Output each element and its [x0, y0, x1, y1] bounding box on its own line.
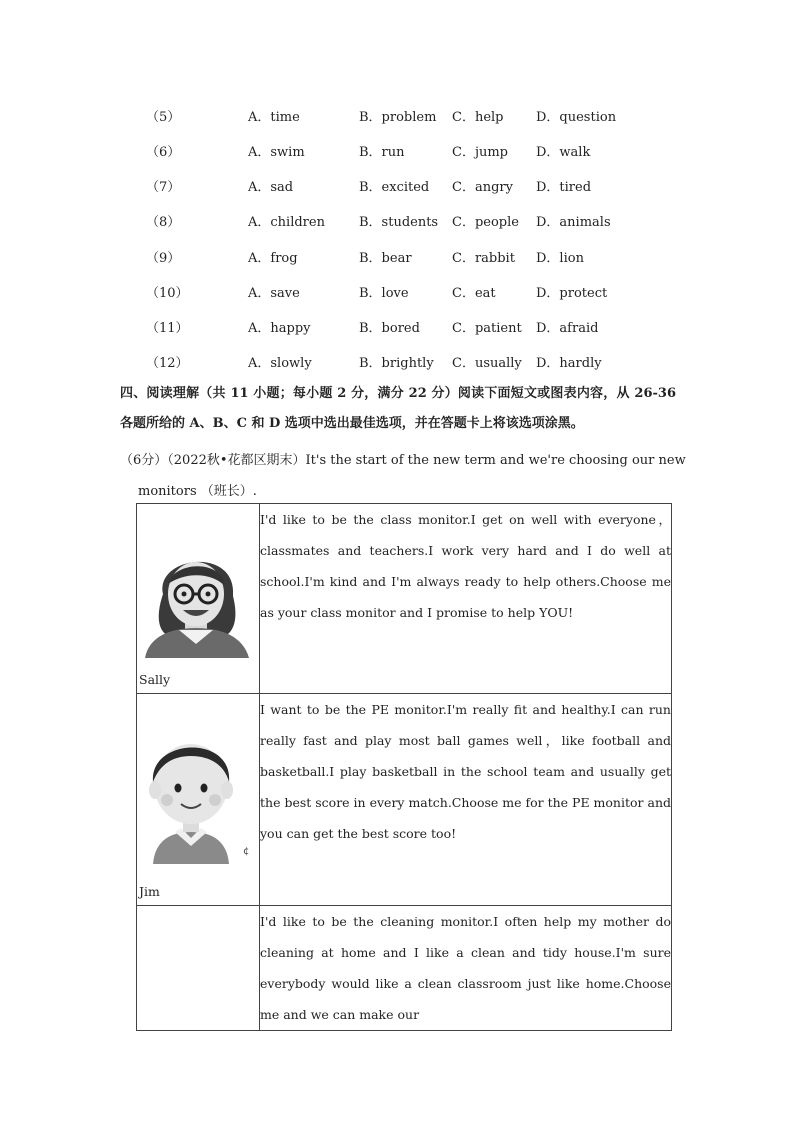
option-d: D．afraid	[536, 321, 599, 336]
portrait-cell	[137, 694, 260, 906]
option-b: B．excited	[359, 180, 430, 195]
monitor-speech: I'd like to be the class monitor.I get on well with everyone，classmates and teachers.I work very hard and I do well at school.I'm kind and I'm always ready to help others.Choose me as your class monitor and I promise to help YOU!	[260, 504, 672, 694]
option-a: A．slowly	[248, 356, 312, 371]
option-c: C．rabbit	[452, 251, 515, 266]
option-a: A．save	[248, 286, 300, 301]
option-d: D．animals	[536, 215, 611, 230]
portrait-cell	[137, 906, 260, 1031]
question-number: （8）	[146, 215, 181, 230]
student-name: Sally	[139, 672, 171, 687]
option-b: B．bear	[359, 251, 412, 266]
option-a: A．children	[248, 215, 325, 230]
table-row	[137, 906, 672, 1031]
student-name: Jim	[139, 884, 160, 899]
option-row	[0, 352, 794, 372]
option-b: B．bored	[359, 321, 420, 336]
option-row	[0, 247, 794, 267]
option-d: D．question	[536, 110, 617, 125]
option-b: B．love	[359, 286, 409, 301]
option-a: A．time	[248, 110, 300, 125]
monitor-speech: I'd like to be the cleaning monitor.I often help my mother do cleaning at home and I like a clean and tidy house.I'm sure everybody would like a clean classroom just like home.Choose me and we can make our	[260, 906, 672, 1031]
option-d: D．tired	[536, 180, 592, 195]
option-b: B．problem	[359, 110, 437, 125]
option-row	[0, 282, 794, 302]
portrait-cell	[137, 504, 260, 694]
option-d: D．walk	[536, 145, 591, 160]
table-row	[137, 504, 672, 694]
question-number: （6）	[146, 145, 181, 160]
option-c: C．usually	[452, 356, 522, 371]
option-d: D．lion	[536, 251, 584, 266]
intro-line-2: monitors （班长）.	[138, 484, 257, 499]
option-d: D．protect	[536, 286, 608, 301]
option-a: A．happy	[248, 321, 311, 336]
option-c: C．help	[452, 110, 504, 125]
section-heading: 四、阅读理解（共 11 小题；每小题 2 分，满分 22 分）阅读下面短文或图表内容，从 26-36 各题所给的 A、B、C 和 D 选项中选出最佳选项，并在答题卡上将该选项涂黑。	[120, 386, 676, 431]
option-row	[0, 317, 794, 337]
option-a: A．frog	[248, 251, 298, 266]
girl-avatar-icon	[141, 536, 253, 658]
option-b: B．run	[359, 145, 405, 160]
option-row	[0, 106, 794, 126]
intro-line-1: （6分）（2022秋•花都区期末）It's the start of the new term and we're choosing our new	[120, 453, 686, 468]
question-number: （11）	[146, 321, 189, 336]
option-a: A．swim	[248, 145, 305, 160]
boy-avatar-icon	[141, 732, 251, 864]
option-c: C．jump	[452, 145, 508, 160]
option-row	[0, 141, 794, 161]
question-number: （12）	[146, 356, 189, 371]
option-row	[0, 176, 794, 196]
table-row	[137, 694, 672, 906]
option-d: D．hardly	[536, 356, 602, 371]
monitor-speech: I want to be the PE monitor.I'm really fit and healthy.I can run really fast and play most ball games well，like football and basketball.I play basketball in the school team and usually get the best score in every match.Choose me for the PE monitor and you can get the best score too!	[260, 694, 672, 906]
question-number: （10）	[146, 286, 189, 301]
option-b: B．students	[359, 215, 439, 230]
monitors-table	[136, 503, 672, 1031]
option-c: C．patient	[452, 321, 522, 336]
option-c: C．eat	[452, 286, 496, 301]
question-number: （5）	[146, 110, 181, 125]
svg-text:¢: ¢	[243, 846, 250, 857]
question-number: （7）	[146, 180, 181, 195]
option-c: C．people	[452, 215, 519, 230]
option-a: A．sad	[248, 180, 294, 195]
option-row	[0, 211, 794, 231]
option-c: C．angry	[452, 180, 513, 195]
reading-intro	[120, 445, 686, 507]
option-b: B．brightly	[359, 356, 434, 371]
question-number: （9）	[146, 251, 181, 266]
